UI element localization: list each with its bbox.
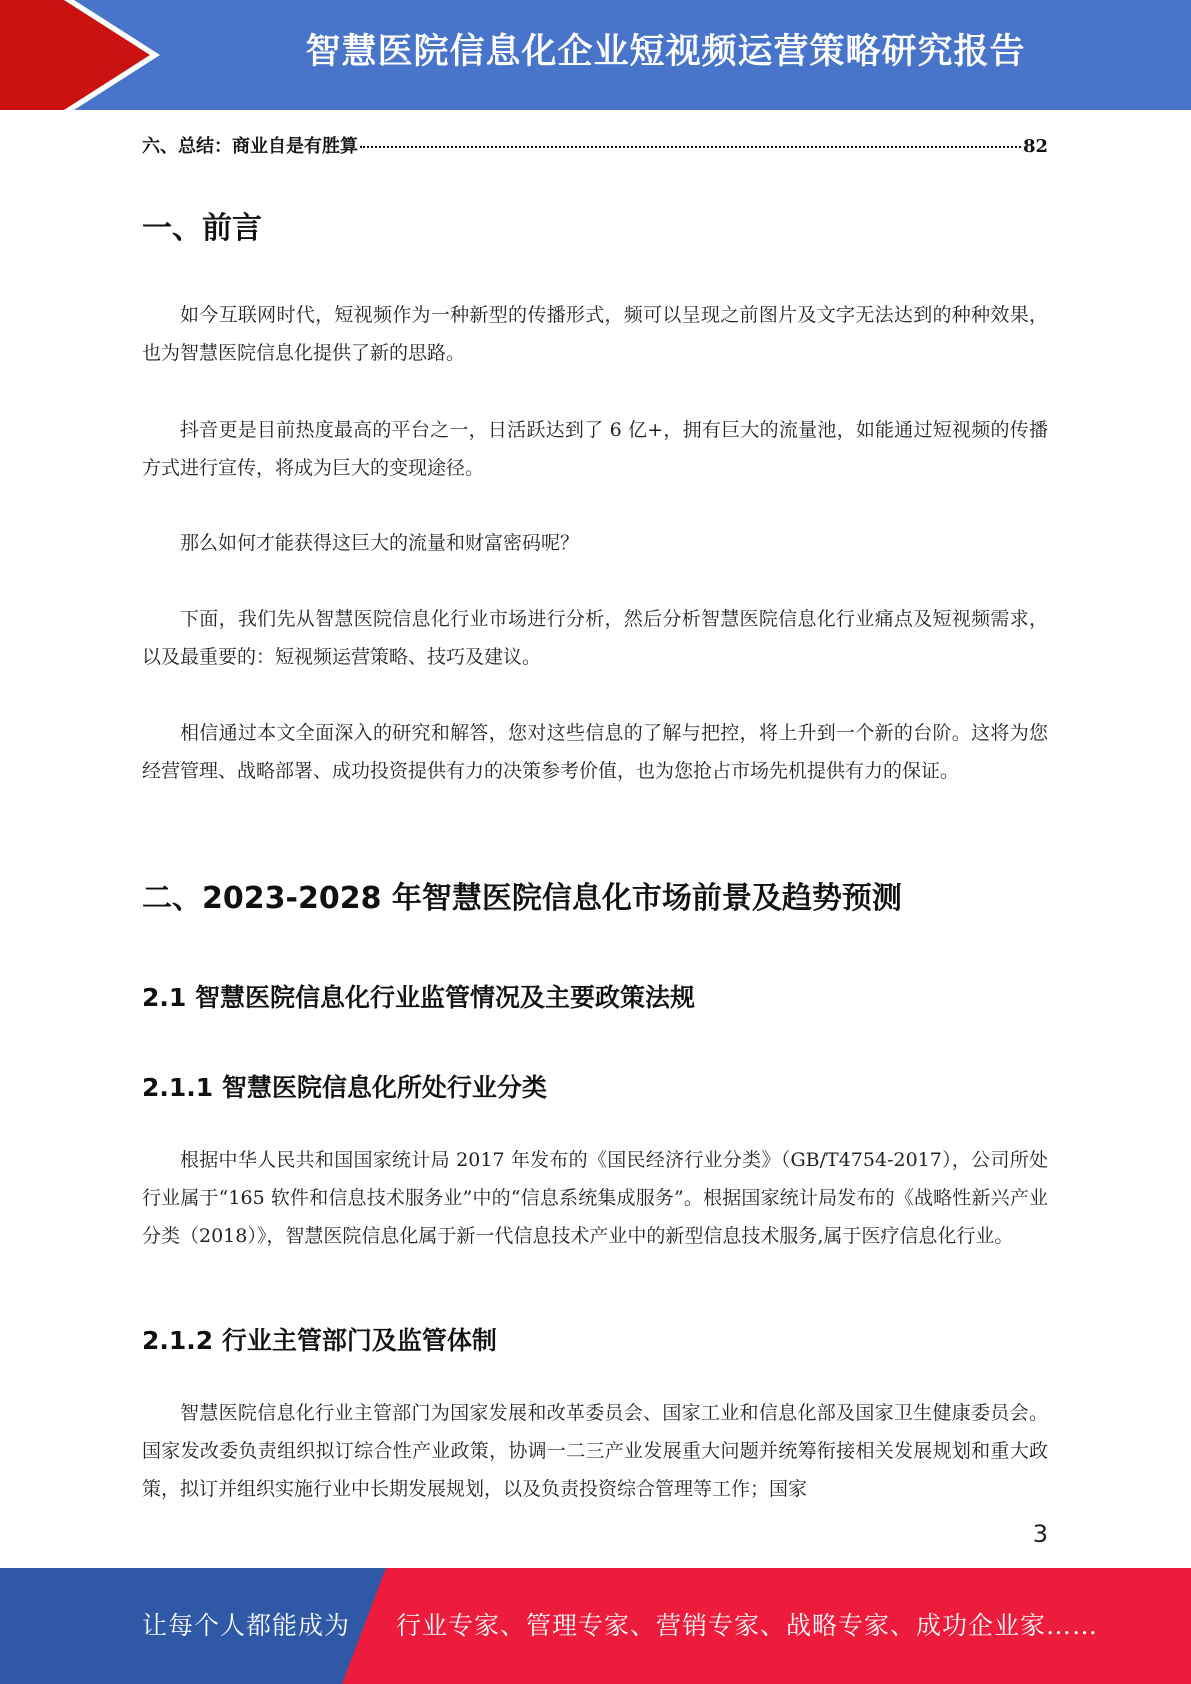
footer-band	[0, 1568, 1191, 1684]
section-heading-intro: 一、前言	[142, 211, 262, 246]
intro-paragraph: 相信通过本文全面深入的研究和解答，您对这些信息的了解与把控，将上升到一个新的台阶。这将为您经营管理、战略部署、成功投资提供有力的决策参考价值，也为您抢占市场先机提供有力的保证。	[142, 722, 1048, 782]
section-heading-market: 二、2023-2028 年智慧医院信息化市场前景及趋势预测	[142, 881, 902, 916]
toc-entry-page: 82	[1022, 136, 1048, 157]
subsection-heading-2-1: 2.1 智慧医院信息化行业监管情况及主要政策法规	[142, 983, 695, 1012]
intro-paragraph: 下面，我们先从智慧医院信息化行业市场进行分析，然后分析智慧医院信息化行业痛点及短视频需求，以及最重要的：短视频运营策略、技巧及建议。	[142, 608, 1048, 668]
header-band	[0, 0, 1191, 110]
classification-paragraph: 根据中华人民共和国国家统计局 2017 年发布的《国民经济行业分类》（GB/T4754-2017），公司所处行业属于“165 软件和信息技术服务业”中的“信息系统集成服务”。根据国家统计局发布的《战略性新兴产业分类（2018）》，智慧医院信息化属于新一代信息技术产业中的新型信息技术服务,属于医疗信息化行业。	[142, 1149, 1048, 1247]
intro-paragraph: 那么如何才能获得这巨大的流量和财富密码呢？	[180, 532, 580, 554]
toc-leader-dots	[360, 146, 1021, 148]
footer-slogan-left: 让每个人都能成为	[142, 1611, 351, 1640]
intro-paragraph: 抖音更是目前热度最高的平台之一，日活跃达到了 6 亿+，拥有巨大的流量池，如能通过短视频的传播方式进行宣传，将成为巨大的变现途径。	[142, 419, 1048, 479]
red-chevron-icon	[0, 0, 160, 110]
subsection-heading-2-1-2: 2.1.2 行业主管部门及监管体制	[142, 1326, 497, 1355]
subsection-heading-2-1-1: 2.1.1 智慧医院信息化所处行业分类	[142, 1073, 547, 1102]
regulation-paragraph: 智慧医院信息化行业主管部门为国家发展和改革委员会、国家工业和信息化部及国家卫生健康委员会。国家发改委负责组织拟订综合性产业政策，协调一二三产业发展重大问题并统筹衔接相关发展规划和重大政策，拟订并组织实施行业中长期发展规划，以及负责投资综合管理等工作；国家	[142, 1402, 1048, 1500]
toc-entry-label: 六、总结：商业自是有胜算	[142, 136, 358, 157]
report-title: 智慧医院信息化企业短视频运营策略研究报告	[305, 32, 1026, 72]
page-number: 3	[1032, 1520, 1048, 1548]
intro-paragraph: 如今互联网时代，短视频作为一种新型的传播形式，频可以呈现之前图片及文字无法达到的种种效果，也为智慧医院信息化提供了新的思路。	[142, 304, 1048, 364]
footer-slogan-right: 行业专家、管理专家、营销专家、战略专家、成功企业家……	[396, 1611, 1099, 1640]
toc-entry	[142, 132, 1048, 158]
